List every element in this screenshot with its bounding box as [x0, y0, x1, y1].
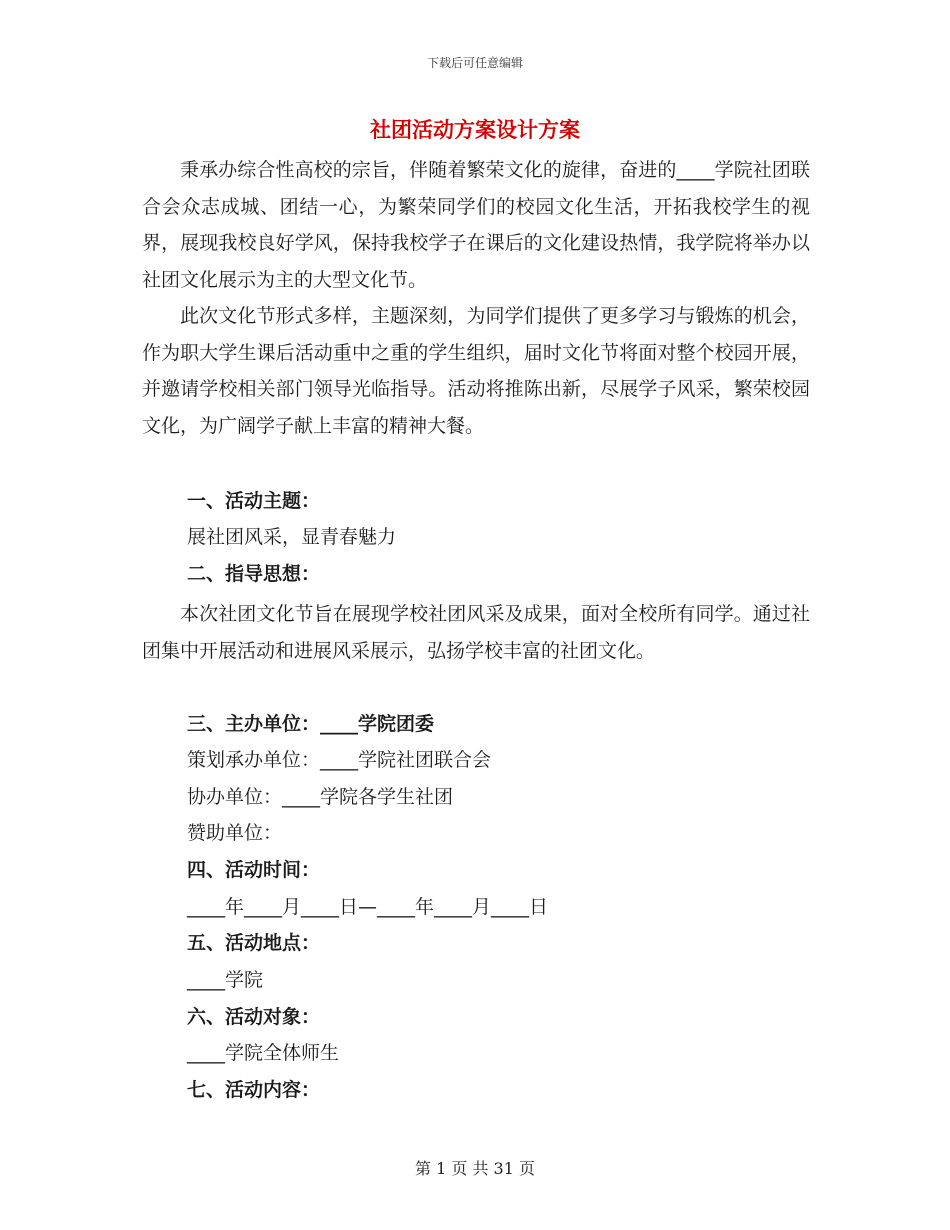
section-3-line-3: 赞助单位：: [187, 822, 283, 844]
section-7-heading: 七、活动内容：: [187, 1079, 321, 1101]
section-3-line-1: 策划承办单位：____学院社团联合会: [187, 749, 492, 771]
section-3-line-2: 协办单位：____学院各学生社团: [187, 786, 454, 808]
paragraph-1: 秉承办综合性高校的宗旨，伴随着繁荣文化的旋律，奋进的____学院社团联合会众志成城、团结一心，为繁荣同学们的校园文化生活，开拓我校学生的视界，展现我校良好学风，保持我校学子在课后的文化建设热情，我学院将举办以社团文化展示为主的大型文化节。: [142, 159, 810, 291]
section-1-text: 展社团风采，显青春魅力: [187, 526, 397, 548]
section-6-heading: 六、活动对象：: [187, 1006, 321, 1028]
section-2-heading: 二、指导思想：: [187, 563, 321, 585]
section-5-text: ____学院: [187, 969, 264, 991]
section-1-heading: 一、活动主题：: [187, 490, 321, 512]
section-4-heading: 四、活动时间：: [187, 859, 321, 881]
intro-paragraph: [142, 152, 810, 298]
section-4-text: ____年____月____日—____年____月____日: [187, 896, 549, 918]
paragraph-2: 此次文化节形式多样，主题深刻，为同学们提供了更多学习与锻炼的机会，作为职大学生课后活动重中之重的学生组织，届时文化节将面对整个校园开展，并邀请学校相关部门领导光临指导。活动将推陈出新，尽展学子风采，繁荣校园文化，为广阔学子献上丰富的精神大餐。: [142, 305, 810, 437]
section-2-body: [142, 596, 810, 669]
section-3-heading: 三、主办单位：____学院团委: [187, 713, 435, 735]
document-title: 社团活动方案设计方案: [370, 117, 580, 142]
header-note: 下载后可任意编辑: [426, 56, 523, 70]
section-2-text: 本次社团文化节旨在展现学校社团风采及成果，面对全校所有同学。通过社团集中开展活动和进展风采展示，弘扬学校丰富的社团文化。: [142, 603, 810, 662]
section-5-heading: 五、活动地点：: [187, 932, 321, 954]
second-paragraph: [142, 298, 810, 444]
section-6-text: ____学院全体师生: [187, 1042, 340, 1064]
page-footer: 第 1 页 共 31 页: [415, 1159, 535, 1178]
